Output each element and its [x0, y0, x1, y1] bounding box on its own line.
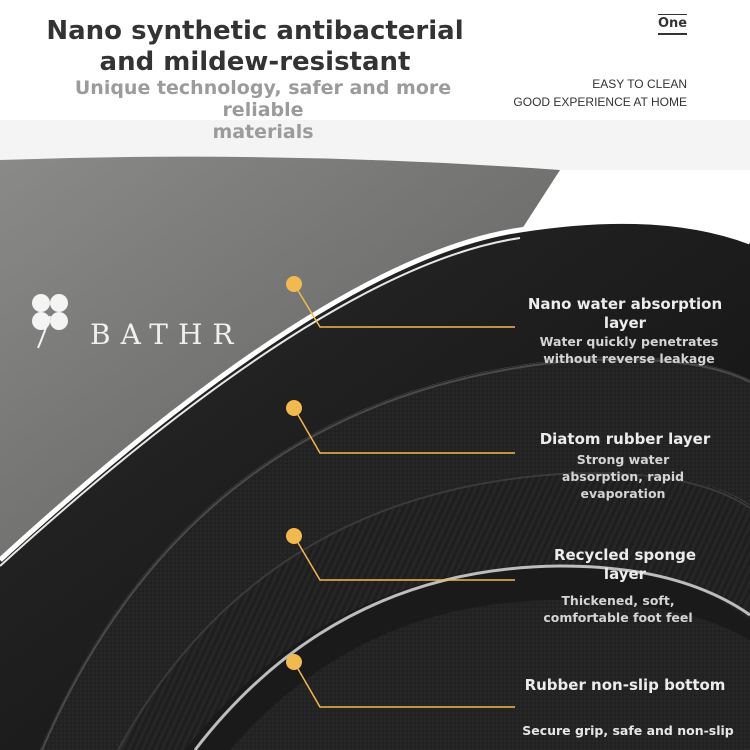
layer-4-title: Rubber non-slip bottom [524, 676, 726, 694]
headline-line-1: Nano synthetic antibacterial [46, 16, 464, 46]
layer-4-desc: Secure grip, safe and non-slip [522, 723, 734, 738]
headline-line-2: and mildew-resistant [99, 47, 411, 77]
mat-logo-text: BATHR [90, 318, 244, 351]
tag-line-1: EASY TO CLEAN [592, 77, 687, 91]
layer-1-desc: Water quickly penetrates without reverse leakage [539, 334, 719, 366]
tag-line-2: GOOD EXPERIENCE AT HOME [513, 95, 687, 109]
brand-mark: One [658, 16, 687, 35]
headline [30, 16, 480, 78]
layer-2-title: Diatom rubber layer [539, 430, 711, 448]
subheadline-line-1: Unique technology, safer and more reliable [74, 77, 452, 121]
subheadline-line-2: materials [212, 121, 314, 143]
layer-1-title: Nano water absorption layer [527, 295, 723, 332]
layer-3-title: Recycled sponge layer [553, 546, 697, 583]
layer-3-desc: Thickened, soft, comfortable foot feel [543, 593, 693, 625]
layer-2-desc: Strong water absorption, rapid evaporation [561, 452, 685, 501]
subheadline [38, 77, 488, 143]
